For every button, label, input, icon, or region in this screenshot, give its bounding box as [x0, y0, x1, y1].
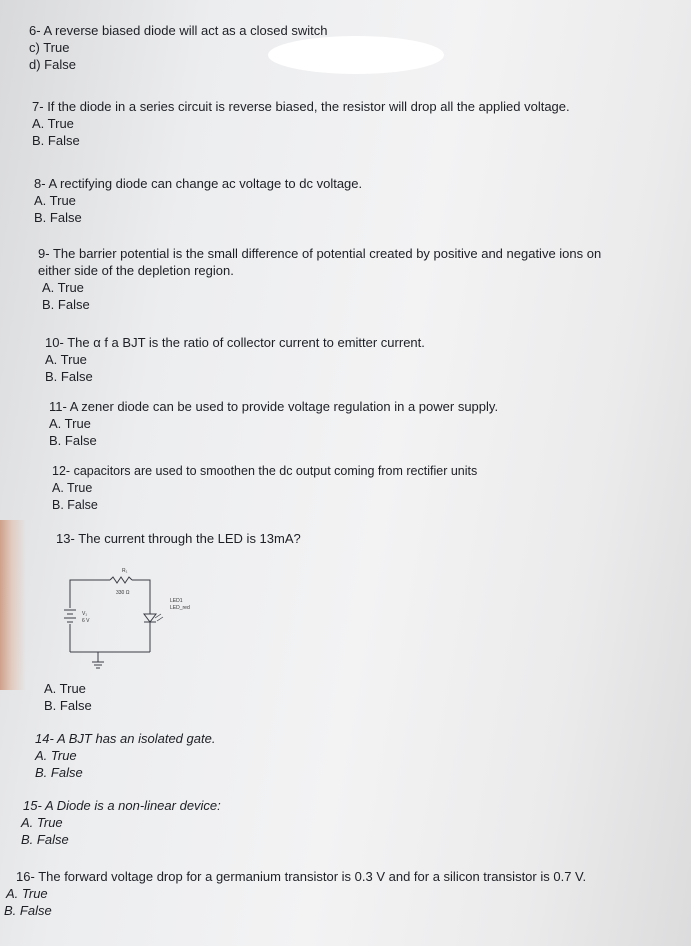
resistor-value: 330 Ω: [116, 590, 130, 596]
option-false[interactable]: B. False: [35, 765, 83, 780]
finger-shadow: [0, 520, 26, 690]
ground-icon: [92, 652, 104, 668]
question-number: 8-: [34, 176, 46, 191]
question-text: A reverse biased diode will act as a closed switch: [43, 23, 328, 38]
question-text: A Diode is a non-linear device:: [44, 798, 221, 813]
question-14: [35, 730, 215, 781]
option-true[interactable]: A. True: [34, 193, 76, 208]
question-15: [21, 797, 221, 848]
option-true[interactable]: A. True: [52, 481, 93, 495]
question-12: [52, 463, 477, 514]
question-number: 11-: [49, 399, 67, 414]
option-false[interactable]: B. False: [52, 498, 98, 512]
question-number: 16-: [16, 869, 35, 884]
option-false[interactable]: B. False: [42, 297, 90, 312]
question-number: 12-: [52, 464, 71, 478]
question-text: The barrier potential is the small difference of potential created by positive and negative ions on: [52, 246, 602, 261]
option-true[interactable]: A. True: [45, 352, 87, 367]
question-text: A rectifying diode can change ac voltage to dc voltage.: [48, 176, 363, 191]
source-value: 6 V: [82, 618, 90, 624]
option-false[interactable]: B. False: [45, 369, 93, 384]
question-9: [38, 245, 601, 313]
question-8: [34, 175, 362, 226]
option-true[interactable]: A. True: [42, 280, 84, 295]
question-number: 13-: [56, 531, 75, 546]
question-text: The forward voltage drop for a germanium transistor is 0.3 V and for a silicon transistor is 0.7 V.: [38, 869, 587, 884]
question-13: [56, 530, 301, 547]
question-text: A zener diode can be used to provide voltage regulation in a power supply.: [69, 399, 499, 414]
option-true[interactable]: A. True: [6, 886, 48, 901]
option-false[interactable]: B. False: [34, 210, 82, 225]
option-true[interactable]: A. True: [32, 116, 74, 131]
question-16: [6, 868, 586, 919]
option-true[interactable]: c) True: [29, 40, 70, 55]
question-text-continued: either side of the depletion region.: [38, 263, 234, 278]
question-number: 7-: [32, 99, 44, 114]
option-false[interactable]: B. False: [32, 133, 80, 148]
question-10: [45, 334, 425, 385]
source-label: V₁: [82, 611, 88, 617]
question-text: The α f a BJT is the ratio of collector current to emitter current.: [67, 335, 425, 350]
option-true[interactable]: A. True: [35, 748, 77, 763]
led-label: LED1: [170, 598, 183, 604]
question-number: 15-: [23, 798, 42, 813]
option-false[interactable]: B. False: [44, 698, 92, 713]
option-false[interactable]: d) False: [29, 57, 76, 72]
question-number: 6-: [29, 23, 41, 38]
question-13-options: [44, 680, 92, 714]
redaction-mark: [268, 36, 444, 74]
option-false[interactable]: B. False: [21, 832, 69, 847]
question-text: capacitors are used to smoothen the dc output coming from rectifier units: [73, 464, 478, 478]
option-false[interactable]: B. False: [4, 903, 52, 918]
option-true[interactable]: A. True: [21, 815, 63, 830]
led-type: LED_red: [170, 605, 190, 611]
option-true[interactable]: A. True: [44, 681, 86, 696]
led-icon: [144, 614, 156, 622]
option-false[interactable]: B. False: [49, 433, 97, 448]
question-11: [49, 398, 498, 449]
resistor-icon: [110, 577, 132, 583]
question-7: [32, 98, 570, 149]
battery-icon: [64, 610, 76, 622]
option-true[interactable]: A. True: [49, 416, 91, 431]
resistor-label: R₁: [122, 568, 128, 574]
question-text: The current through the LED is 13mA?: [78, 531, 301, 546]
question-number: 10-: [45, 335, 64, 350]
led-circuit-diagram: [58, 562, 218, 682]
question-text: If the diode in a series circuit is reverse biased, the resistor will drop all the applied voltage.: [47, 99, 570, 114]
question-text: A BJT has an isolated gate.: [56, 731, 216, 746]
question-number: 9-: [38, 246, 50, 261]
question-number: 14-: [35, 731, 54, 746]
